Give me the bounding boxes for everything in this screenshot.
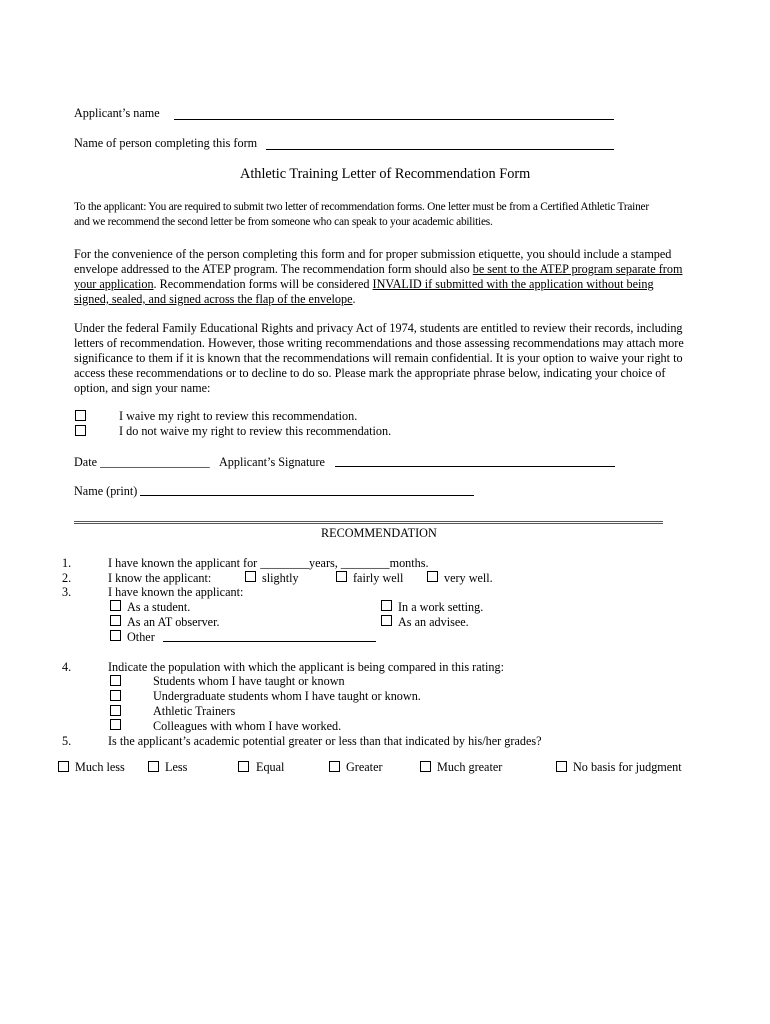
q4-students-label: Students whom I have taught or known — [153, 674, 345, 688]
q4-athletic-trainers-label: Athletic Trainers — [153, 704, 236, 718]
q3-other-checkbox[interactable] — [110, 630, 121, 641]
date-field — [74, 455, 210, 470]
q5-less-checkbox[interactable] — [148, 761, 159, 772]
q1-text-c: months. — [389, 556, 429, 570]
completer-name-line[interactable] — [266, 138, 614, 150]
convenience-line-3 — [74, 277, 654, 292]
q3-at-observer-label: As an AT observer. — [127, 615, 220, 629]
q4-students-checkbox[interactable] — [110, 675, 121, 686]
your-application-text: your application — [74, 277, 154, 291]
q5-no-basis-checkbox[interactable] — [556, 761, 567, 772]
q4-number: 4. — [62, 660, 72, 674]
q5-greater-checkbox[interactable] — [329, 761, 340, 772]
q1-text-b: years, — [309, 556, 341, 570]
q5-much-greater-checkbox[interactable] — [420, 761, 431, 772]
q2-slightly-label: slightly — [262, 571, 299, 585]
signed-sealed-note: signed, sealed, and signed across the flap of the envelope — [74, 292, 353, 306]
q4-undergrads-label: Undergraduate students whom I have taught or known. — [153, 689, 421, 703]
q2-very-well-label: very well. — [444, 571, 493, 585]
not-waive-label: I do not waive my right to review this recommendation. — [119, 424, 392, 438]
ferpa-line-3: significance to them if it is known that the recommendations will remain confidential. It is your option to waive your right to — [74, 351, 683, 365]
applicant-signature-label: Applicant’s Signature — [219, 455, 325, 469]
q4-undergrads-checkbox[interactable] — [110, 690, 121, 701]
intro-line-1: To the applicant: You are required to submit two letter of recommendation forms. One letter must be from a Certified Athletic Trainer — [74, 201, 649, 213]
applicant-name-line[interactable] — [174, 108, 614, 120]
q3-work-setting-checkbox[interactable] — [381, 600, 392, 611]
q3-student-label: As a student. — [127, 600, 191, 614]
separate-submission-note: be sent to the ATEP program separate from — [472, 262, 683, 276]
q5-equal-label: Equal — [256, 760, 285, 774]
q3-student-checkbox[interactable] — [110, 600, 121, 611]
q5-text: Is the applicant’s academic potential greater or less than that indicated by his/her grades? — [108, 734, 542, 748]
q2-slightly-checkbox[interactable] — [245, 571, 256, 582]
q2-very-well-checkbox[interactable] — [427, 571, 438, 582]
q2-fairly-well-label: fairly well — [353, 571, 404, 585]
q5-much-less-checkbox[interactable] — [58, 761, 69, 772]
convenience-line-1: For the convenience of the person completing this form and for proper submission etiquette, you should include a stamped — [74, 247, 672, 261]
q3-text: I have known the applicant: — [108, 585, 244, 599]
name-print-line[interactable] — [140, 485, 474, 496]
recommendation-heading: RECOMMENDATION — [321, 526, 437, 540]
ferpa-line-1: Under the federal Family Educational Rights and privacy Act of 1974, students are entitled to review their records, including — [74, 321, 683, 335]
name-print-label: Name (print) — [74, 484, 138, 498]
q3-other-line[interactable] — [163, 631, 376, 642]
q4-athletic-trainers-checkbox[interactable] — [110, 705, 121, 716]
q3-advisee-checkbox[interactable] — [381, 615, 392, 626]
waive-label: I waive my right to review this recommendation. — [119, 409, 358, 423]
applicant-name-field — [74, 106, 160, 121]
date-line[interactable]: __________________ — [100, 455, 210, 469]
q2-number: 2. — [62, 571, 72, 585]
not-waive-checkbox[interactable] — [75, 425, 86, 436]
q3-advisee-label: As an advisee. — [398, 615, 469, 629]
convenience-line-4 — [74, 292, 356, 307]
section-divider — [74, 521, 663, 524]
q3-other-label: Other — [127, 630, 155, 644]
form-title: Athletic Training Letter of Recommendation Form — [240, 166, 531, 182]
convenience-line-4-end: . — [352, 292, 356, 306]
completer-name-label: Name of person completing this form — [74, 136, 258, 150]
ferpa-line-5: option, and sign your name: — [74, 381, 211, 395]
q4-colleagues-checkbox[interactable] — [110, 719, 121, 730]
q3-number: 3. — [62, 585, 72, 599]
q3-work-setting-label: In a work setting. — [398, 600, 484, 614]
q1-months-blank[interactable]: ________ — [340, 556, 390, 570]
date-label: Date — [74, 455, 98, 469]
q5-number: 5. — [62, 734, 72, 748]
convenience-line-3-text: . Recommendation forms will be considered — [153, 277, 373, 291]
q4-text: Indicate the population with which the applicant is being compared in this rating: — [108, 660, 504, 674]
q5-much-greater-label: Much greater — [437, 760, 503, 774]
q1-number: 1. — [62, 556, 72, 570]
q2-text: I know the applicant: — [108, 571, 212, 585]
applicant-name-label: Applicant’s name — [74, 106, 160, 120]
waive-checkbox[interactable] — [75, 410, 86, 421]
q5-much-less-label: Much less — [75, 760, 125, 774]
convenience-line-2-text: envelope addressed to the ATEP program. The recommendation form should also — [74, 262, 473, 276]
convenience-line-2 — [74, 262, 682, 277]
ferpa-line-2: letters of recommendation. However, those writing recommendations and those assessing recommendations may attach more — [74, 336, 684, 350]
q1-text — [108, 556, 429, 571]
q5-greater-label: Greater — [346, 760, 383, 774]
q2-fairly-well-checkbox[interactable] — [336, 571, 347, 582]
completer-name-field — [74, 136, 257, 151]
q5-no-basis-label: No basis for judgment — [573, 760, 682, 774]
q5-equal-checkbox[interactable] — [238, 761, 249, 772]
q3-at-observer-checkbox[interactable] — [110, 615, 121, 626]
invalid-warning: INVALID if submitted with the application without being — [372, 277, 654, 291]
intro-line-2: and we recommend the second letter be from someone who can speak to your academic abilities. — [74, 216, 493, 228]
q5-less-label: Less — [165, 760, 188, 774]
ferpa-line-4: access these recommendations or to decline to do so. Please mark the appropriate phrase below, indicating your choice of — [74, 366, 666, 380]
q1-text-a: I have known the applicant for — [108, 556, 261, 570]
q1-years-blank[interactable]: ________ — [260, 556, 310, 570]
q4-colleagues-label: Colleagues with whom I have worked. — [153, 719, 342, 733]
applicant-signature-line[interactable] — [335, 456, 615, 467]
